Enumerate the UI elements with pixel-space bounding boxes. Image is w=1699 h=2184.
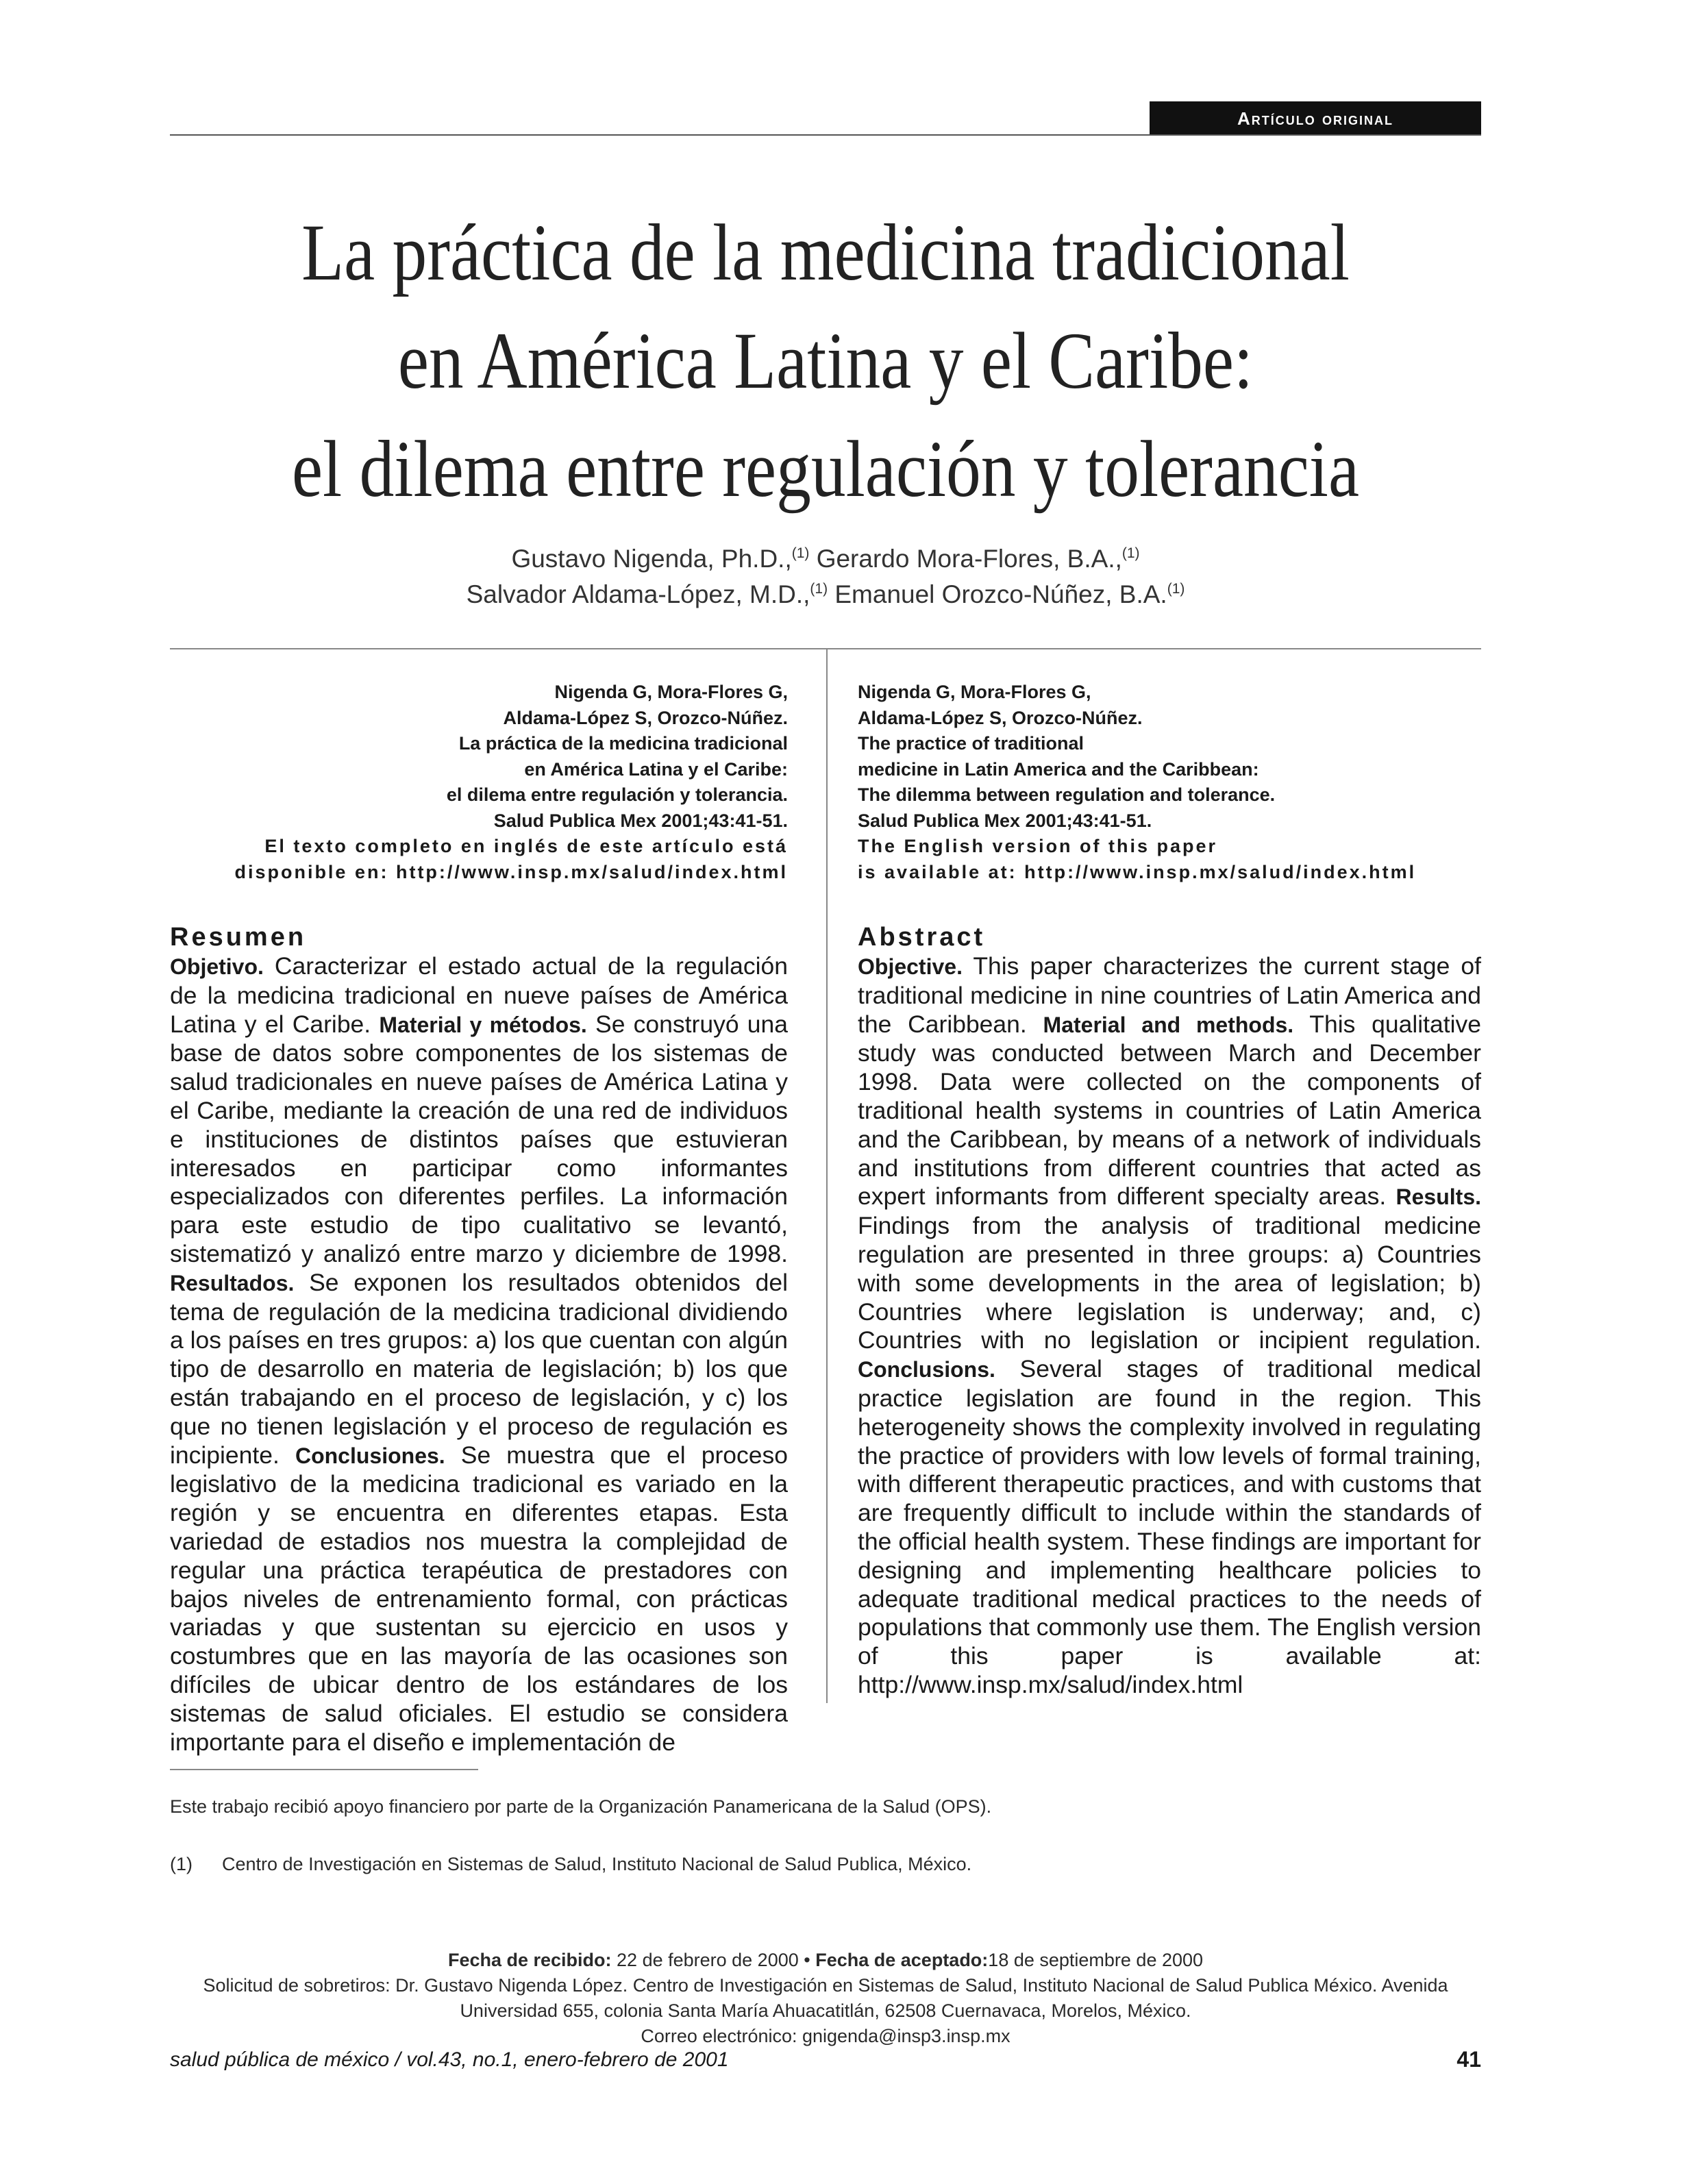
citation-line: Salud Publica Mex 2001;43:41-51. bbox=[493, 810, 788, 831]
abstract-heading: Abstract bbox=[858, 923, 986, 952]
article-title bbox=[262, 199, 1389, 523]
author-line bbox=[170, 541, 1481, 577]
author-affiliation: (1) bbox=[791, 545, 810, 561]
citation-spanish bbox=[170, 680, 788, 885]
citation-line: Nigenda G, Mora-Flores G, bbox=[554, 682, 788, 702]
english-version-link[interactable]: is available at: http://www.insp.mx/salud/index.html bbox=[858, 861, 1417, 882]
title-line: La práctica de la medicina tradicional bbox=[301, 208, 1350, 297]
correspondence-block bbox=[170, 1948, 1481, 2049]
funding-note: Este trabajo recibió apoyo financiero por parte de la Organización Panamericana de la Salud (OPS). bbox=[170, 1796, 992, 1817]
abstract-body bbox=[858, 952, 1481, 1700]
author-name: Gustavo Nigenda, Ph.D., bbox=[511, 545, 792, 573]
methods-text: Se construyó una base de datos sobre componentes de los sistemas de salud tradicionales en nueve países de América Latina y el Caribe, mediante la creación de una red de individuos e instituciones de distintos países que estuvieran interesados en participar como informantes especializados con diferentes perfiles. La información para este estudio de tipo cualitativo se levantó, sistematizó y analizó entre marzo y diciembre de 1998. bbox=[170, 1010, 788, 1267]
results-label: Results. bbox=[1396, 1184, 1481, 1210]
received-date: 22 de febrero de 2000 • bbox=[611, 1950, 816, 1970]
results-label: Resultados. bbox=[170, 1270, 295, 1295]
affiliation-number: (1) bbox=[170, 1854, 193, 1874]
english-version-note: The English version of this paper bbox=[858, 836, 1218, 856]
affiliation-text: Centro de Investigación en Sistemas de Salud, Instituto Nacional de Salud Publica, México. bbox=[222, 1854, 972, 1874]
objective-label: Objective. bbox=[858, 954, 963, 979]
citation-line: Aldama-López S, Orozco-Núñez. bbox=[503, 707, 788, 728]
methods-label: Material y métodos. bbox=[379, 1012, 587, 1037]
author-affiliation: (1) bbox=[1121, 545, 1140, 561]
received-label: Fecha de recibido: bbox=[447, 1950, 612, 1970]
citation-line: el dilema entre regulación y tolerancia. bbox=[446, 784, 788, 805]
header-rule bbox=[170, 134, 1481, 136]
column-divider bbox=[826, 649, 828, 1703]
email-line[interactable]: Correo electrónico: gnigenda@insp3.insp.mx bbox=[641, 2026, 1010, 2046]
conclusions-label: Conclusions. bbox=[858, 1357, 995, 1382]
resumen-heading: Resumen bbox=[170, 923, 307, 952]
citation-line: Salud Publica Mex 2001;43:41-51. bbox=[858, 810, 1152, 831]
accepted-date: 18 de septiembre de 2000 bbox=[988, 1950, 1204, 1970]
citation-line: Aldama-López S, Orozco-Núñez. bbox=[858, 707, 1143, 728]
citation-line: The practice of traditional bbox=[858, 733, 1084, 754]
section-label: Artículo original bbox=[1150, 101, 1481, 136]
methods-label: Material and methods. bbox=[1043, 1012, 1294, 1037]
title-line: en América Latina y el Caribe: bbox=[397, 316, 1254, 406]
title-line: el dilema entre regulación y tolerancia bbox=[291, 424, 1360, 514]
objective-label: Objetivo. bbox=[170, 954, 264, 979]
author-list bbox=[170, 541, 1481, 612]
author-affiliation: (1) bbox=[810, 581, 828, 597]
full-text-note: El texto completo en inglés de este artículo está bbox=[264, 836, 788, 856]
conclusions-text: Several stages of traditional medical practice legislation are found in the region. This heterogeneity shows the complexity involved in regulating the practice of providers with low levels of formal training, with different therapeutic practices, and with customs that are frequently difficult to include within the standards of the official health system. These findings are important for designing and implementing healthcare policies to adequate traditional medical practices to the needs of populations that commonly use them. The English version of this paper is available at: http://www.insp.mx/salud/index.html bbox=[858, 1355, 1481, 1698]
citation-line: Nigenda G, Mora-Flores G, bbox=[858, 682, 1091, 702]
reprints-line: Solicitud de sobretiros: Dr. Gustavo Nigenda López. Centro de Investigación en Sistemas de Salud, Instituto Nacional de Salud Publica México. Avenida bbox=[203, 1975, 1448, 1996]
citation-line: La práctica de la medicina tradicional bbox=[458, 733, 788, 754]
conclusions-label: Conclusiones. bbox=[295, 1443, 445, 1468]
section-rule bbox=[170, 648, 1481, 649]
full-text-link[interactable]: disponible en: http://www.insp.mx/salud/index.html bbox=[234, 861, 788, 882]
journal-footer: salud pública de méxico / vol.43, no.1, enero-febrero de 2001 bbox=[170, 2048, 729, 2071]
resumen-body bbox=[170, 952, 788, 1757]
results-text: Findings from the analysis of traditional medicine regulation are presented in three groups: a) Countries with some developments in the area of legislation; b) Countries where legislation is underway; and, c) Countries with no legislation or incipient regulation. bbox=[858, 1212, 1481, 1354]
dates-line bbox=[170, 1948, 1481, 1973]
author-name: Emanuel Orozco-Núñez, B.A. bbox=[834, 580, 1167, 608]
footnote-rule bbox=[170, 1769, 478, 1770]
citation-line: The dilemma between regulation and tolerance. bbox=[858, 784, 1276, 805]
results-text: Se exponen los resultados obtenidos del tema de regulación de la medicina tradicional dividiendo a los países en tres grupos: a) los que cuentan con algún tipo de desarrollo en materia de legislación; b) los que están trabajando en el proceso de legislación, y c) los que no tienen legislación y el proceso de regulación es incipiente. bbox=[170, 1268, 788, 1469]
objective-text: Caracterizar el estado actual de la regulación de la medicina tradicional en nueve países de América Latina y el Caribe. bbox=[170, 952, 788, 1038]
conclusions-text: Se muestra que el proceso legislativo de la medicina tradicional es variado en la región y se encuentra en diferentes etapas. Esta variedad de estadios nos muestra la complejidad de regular una práctica terapéutica de prestadores con bajos niveles de entrenamiento formal, con prácticas variadas y que sustentan su ejercicio en usos y costumbres que en las mayoría de las ocasiones son difíciles de ubicar dentro de los estándares de los sistemas de salud oficiales. El estudio se considera importante para el diseño e implementación de bbox=[170, 1441, 788, 1756]
author-line bbox=[170, 577, 1481, 612]
objective-text: This paper characterizes the current stage of traditional medicine in nine countries of Latin America and the Caribbean. bbox=[858, 952, 1481, 1038]
citation-line: medicine in Latin America and the Caribbean: bbox=[858, 758, 1259, 780]
page-number: 41 bbox=[1456, 2047, 1481, 2072]
citation-line: en América Latina y el Caribe: bbox=[524, 758, 788, 780]
author-name: Salvador Aldama-López, M.D., bbox=[466, 580, 810, 608]
methods-text: This qualitative study was conducted between March and December 1998. Data were collected on the components of traditional health systems in countries of Latin America and the Caribbean, by means of a network of individuals and institutions from different countries that acted as expert informants from different specialty areas. bbox=[858, 1010, 1481, 1211]
reprints-line: Universidad 655, colonia Santa María Ahuacatitlán, 62508 Cuernavaca, Morelos, México. bbox=[460, 2000, 1191, 2021]
accepted-label: Fecha de aceptado: bbox=[815, 1950, 989, 1970]
author-name: Gerardo Mora-Flores, B.A., bbox=[816, 545, 1122, 573]
citation-english bbox=[858, 680, 1481, 885]
author-affiliation: (1) bbox=[1167, 581, 1185, 597]
